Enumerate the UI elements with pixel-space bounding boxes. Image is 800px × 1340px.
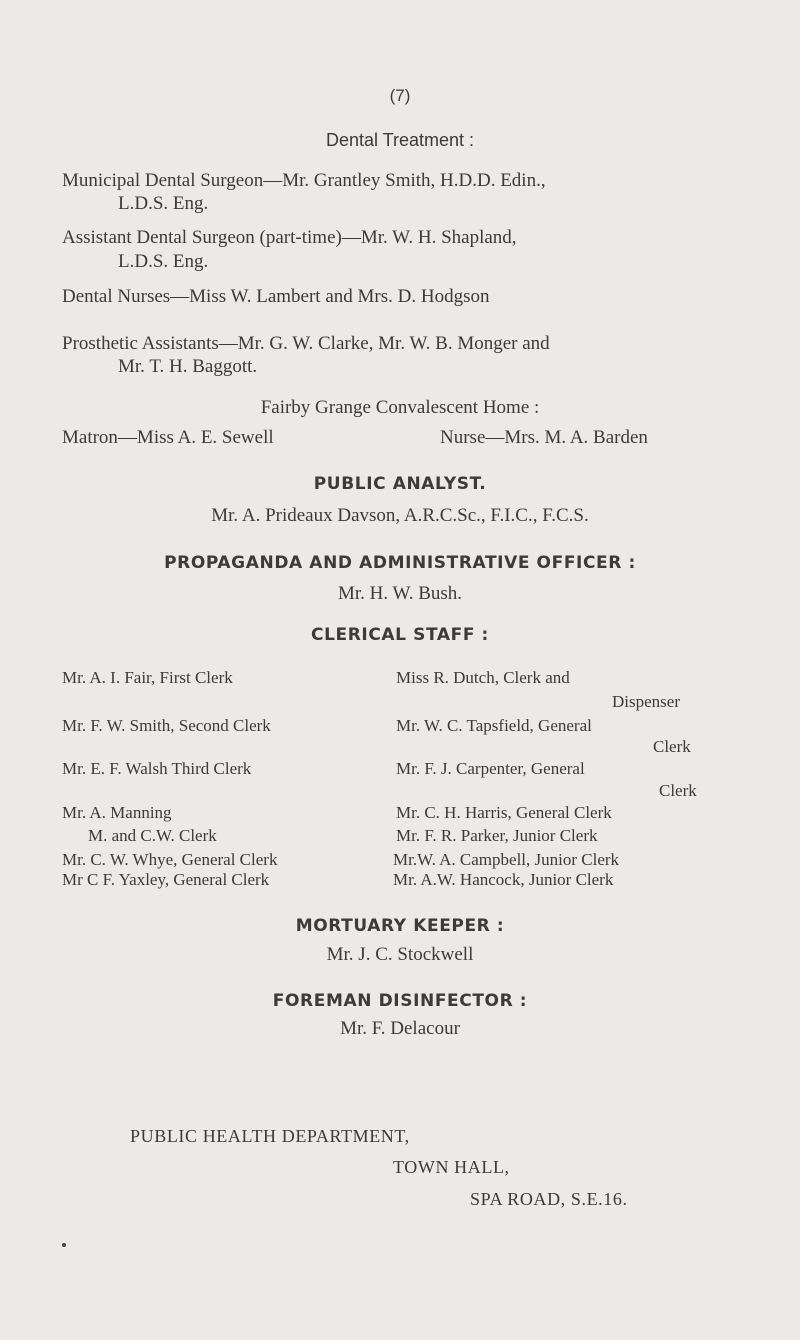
- clerk-left-4: Mr. A. Manning: [62, 803, 172, 822]
- ink-speck: [62, 1243, 66, 1247]
- prosthetic-assistants-line1: Prosthetic Assistants—Mr. G. W. Clarke, Mr. W. B. Monger and: [62, 333, 550, 354]
- clerical-heading: CLERICAL STAFF :: [311, 625, 489, 645]
- clerk-left-1: Mr. A. I. Fair, First Clerk: [62, 668, 233, 687]
- clerk-right-3: Mr. F. J. Carpenter, General: [396, 759, 585, 778]
- clerk-left-2: Mr. F. W. Smith, Second Clerk: [62, 716, 271, 735]
- fairby-matron: Matron—Miss A. E. Sewell: [62, 427, 274, 448]
- clerk-right-1b: Dispenser: [612, 692, 680, 711]
- foreman-name: Mr. F. Delacour: [340, 1018, 460, 1039]
- mortuary-name: Mr. J. C. Stockwell: [326, 944, 474, 965]
- fairby-heading: Fairby Grange Convalescent Home :: [260, 397, 540, 418]
- mortuary-heading: MORTUARY KEEPER :: [295, 916, 505, 936]
- dental-surgeon-line2: L.D.S. Eng.: [118, 193, 209, 214]
- clerk-left-5: Mr. C. W. Whye, General Clerk: [62, 850, 278, 869]
- clerk-right-2: Mr. W. C. Tapsfield, General: [396, 716, 592, 735]
- clerk-right-1: Miss R. Dutch, Clerk and: [396, 668, 570, 687]
- clerk-right-2b: Clerk: [653, 737, 691, 756]
- dental-nurses: Dental Nurses—Miss W. Lambert and Mrs. D. Hodgson: [62, 286, 490, 307]
- clerk-right-5: Mr. F. R. Parker, Junior Clerk: [396, 826, 598, 845]
- analyst-name: Mr. A. Prideaux Davson, A.R.C.Sc., F.I.C., F.C.S.: [211, 505, 589, 526]
- dental-surgeon-line1: Municipal Dental Surgeon—Mr. Grantley Smith, H.D.D. Edin.,: [62, 170, 546, 191]
- assistant-surgeon-line2: L.D.S. Eng.: [118, 251, 209, 272]
- clerk-right-3b: Clerk: [659, 781, 697, 800]
- page-number: (7): [389, 86, 411, 105]
- address-line3: SPA ROAD, S.E.16.: [470, 1189, 628, 1209]
- propaganda-name: Mr. H. W. Bush.: [337, 583, 463, 604]
- propaganda-heading: PROPAGANDA AND ADMINISTRATIVE OFFICER :: [164, 553, 636, 573]
- clerk-right-4: Mr. C. H. Harris, General Clerk: [396, 803, 612, 822]
- address-line2: TOWN HALL,: [393, 1157, 510, 1177]
- clerk-right-6: Mr.W. A. Campbell, Junior Clerk: [393, 850, 620, 869]
- analyst-heading: PUBLIC ANALYST.: [313, 474, 487, 494]
- foreman-heading: FOREMAN DISINFECTOR :: [272, 991, 528, 1011]
- dental-heading: Dental Treatment :: [325, 130, 475, 150]
- clerk-left-6: Mr C F. Yaxley, General Clerk: [62, 870, 270, 889]
- prosthetic-assistants-line2: Mr. T. H. Baggott.: [118, 356, 258, 377]
- assistant-surgeon-line1: Assistant Dental Surgeon (part-time)—Mr. W. H. Shapland,: [62, 227, 517, 248]
- address-line1: PUBLIC HEALTH DEPARTMENT,: [130, 1126, 410, 1146]
- clerk-right-7: Mr. A.W. Hancock, Junior Clerk: [393, 870, 614, 889]
- clerk-left-3: Mr. E. F. Walsh Third Clerk: [62, 759, 252, 778]
- fairby-nurse: Nurse—Mrs. M. A. Barden: [440, 427, 648, 448]
- clerk-left-4b: M. and C.W. Clerk: [88, 826, 217, 845]
